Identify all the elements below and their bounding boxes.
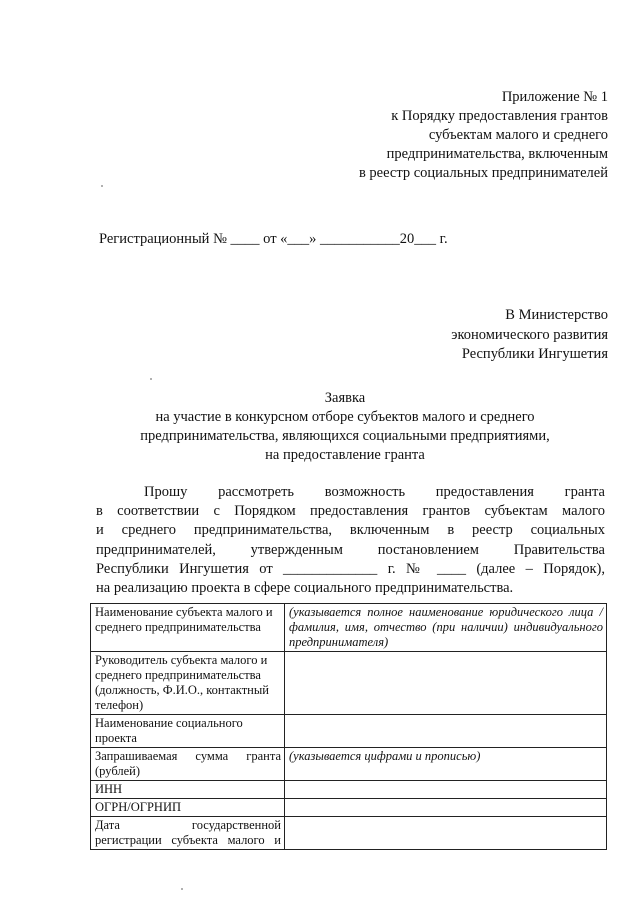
row-value[interactable] xyxy=(285,604,607,652)
table-row xyxy=(91,748,607,781)
title-line: на участие в конкурсном отборе субъектов малого и среднего xyxy=(155,409,535,425)
request-paragraph xyxy=(96,483,605,598)
addressee-line: В Министерство xyxy=(505,307,608,323)
row-label-text: Запрашиваемая сумма гранта (рублей) xyxy=(95,749,281,778)
row-label: ОГРН/ОГРНИП xyxy=(91,799,285,817)
row-label-text: Дата государственной регистрации субъекта малого и xyxy=(95,818,281,847)
paragraph-line: на реализацию проекта в сфере социального предпринимательства. xyxy=(96,580,514,597)
row-value[interactable] xyxy=(285,715,607,748)
table-row xyxy=(91,817,607,850)
application-title xyxy=(95,389,595,465)
row-label xyxy=(91,817,285,850)
application-form-table xyxy=(90,603,607,850)
scan-speck xyxy=(150,378,152,380)
table-row xyxy=(91,799,607,817)
title-line: Заявка xyxy=(324,390,366,406)
paragraph-line: предпринимателей, утвержденным постановлением Правительства xyxy=(96,541,605,558)
table-row xyxy=(91,781,607,799)
row-value[interactable] xyxy=(285,748,607,781)
table-row xyxy=(91,652,607,715)
title-line: на предоставление гранта xyxy=(265,447,425,463)
registration-line: Регистрационный № ____ от «___» ___________20___ г. xyxy=(99,231,448,247)
paragraph-line: и среднего предпринимательства, включенным в реестр социальных xyxy=(96,522,605,539)
row-label: Руководитель субъекта малого и среднего предпринимательства (должность, Ф.И.О., контактный телефон) xyxy=(91,652,285,715)
title-line: предпринимательства, являющихся социальными предприятиями, xyxy=(140,428,550,444)
paragraph-line: Республики Ингушетия от _____________ г. № ____ (далее – Порядок), xyxy=(96,560,605,577)
row-label: Наименование социального проекта xyxy=(91,715,285,748)
paragraph-line: в соответствии с Порядком предоставления грантов субъектам малого xyxy=(96,503,605,520)
scan-speck xyxy=(101,185,103,187)
table-row xyxy=(91,715,607,748)
scan-speck xyxy=(181,888,183,890)
row-label: Наименование субъекта малого и среднего предпринимательства xyxy=(91,604,285,652)
addressee-block xyxy=(451,306,608,365)
paragraph-line: Прошу рассмотреть возможность предоставления гранта xyxy=(144,484,605,500)
row-label: ИНН xyxy=(91,781,285,799)
hint-text: (указывается цифрами и прописью) xyxy=(289,749,481,763)
appendix-line: Приложение № 1 xyxy=(501,89,608,105)
row-label xyxy=(91,748,285,781)
row-value[interactable] xyxy=(285,652,607,715)
row-value[interactable] xyxy=(285,799,607,817)
appendix-line: предпринимательства, включенным xyxy=(386,146,608,162)
row-value[interactable] xyxy=(285,781,607,799)
row-value[interactable] xyxy=(285,817,607,850)
appendix-header xyxy=(308,88,608,183)
appendix-line: субъектам малого и среднего xyxy=(428,127,608,143)
appendix-line: в реестр социальных предпринимателей xyxy=(358,165,608,181)
table-row xyxy=(91,604,607,652)
addressee-line: экономического развития xyxy=(451,326,608,343)
hint-text: (указывается полное наименование юридического лица / фамилия, имя, отчество (при наличии) индивидуального предпринимателя) xyxy=(289,605,603,649)
addressee-line: Республики Ингушетия xyxy=(461,346,608,362)
appendix-line: к Порядку предоставления грантов xyxy=(391,108,608,124)
